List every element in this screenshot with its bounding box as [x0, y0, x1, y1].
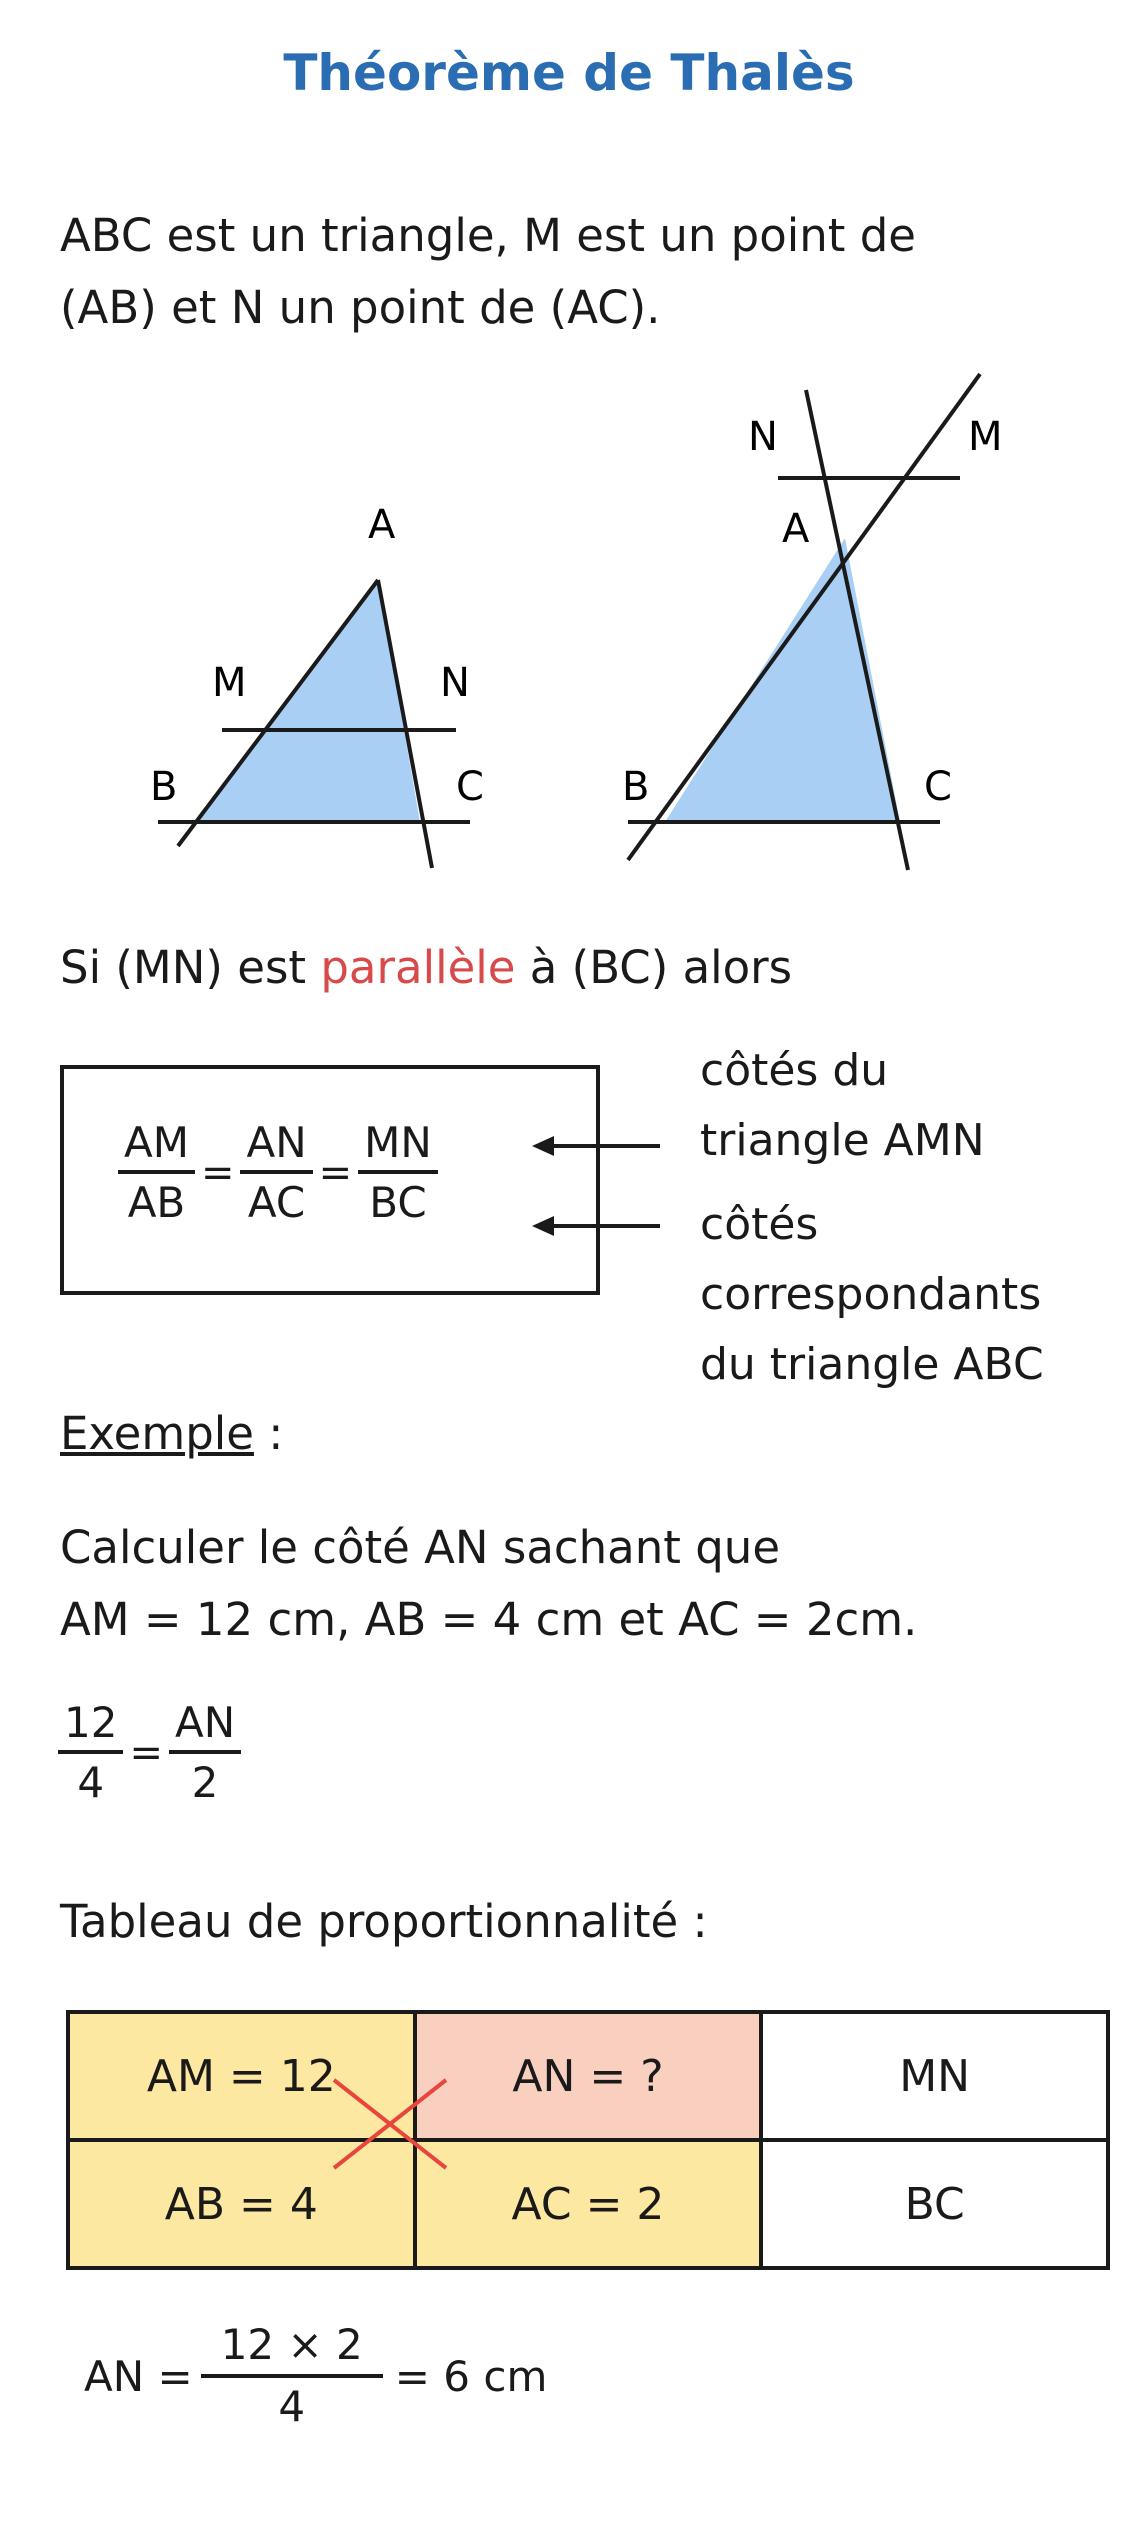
triangle-abc-fill-2 [665, 538, 900, 822]
table-cell: AM = 12 [68, 2012, 415, 2140]
label-a-1: A [368, 502, 396, 548]
arrow-left-icon [532, 1136, 554, 1156]
thales-figures [0, 360, 1138, 900]
annotation-bottom-line-2: correspondants [700, 1269, 1042, 1320]
fraction-denominator: 2 [191, 1758, 219, 1808]
condition-before: Si (MN) est [60, 941, 321, 994]
example-line-2: AM = 12 cm, AB = 4 cm et AC = 2cm. [60, 1593, 918, 1646]
result-rhs: = 6 cm [394, 2351, 548, 2401]
intro-line-2: (AB) et N un point de (AC). [60, 281, 661, 334]
table-cell: AN = ? [415, 2012, 762, 2140]
example-heading-colon: : [253, 1407, 284, 1460]
label-m-1: M [212, 660, 247, 706]
example-heading-label: Exemple [60, 1407, 254, 1460]
fraction-denominator: AC [247, 1178, 306, 1228]
equals-sign: = [129, 1730, 163, 1777]
fraction-numerator: AN [240, 1120, 312, 1174]
cross-product-icon [318, 2060, 458, 2190]
annotation-top [700, 1036, 985, 1176]
equals-sign: = [318, 1150, 353, 1197]
figure-crossed [622, 374, 1003, 870]
label-b-2: B [622, 764, 650, 810]
annotation-arrows [520, 1120, 670, 1250]
table-cell: BC [761, 2140, 1108, 2268]
annotation-top-line-1: côtés du [700, 1045, 889, 1096]
example-line-1: Calculer le côté AN sachant que [60, 1521, 780, 1574]
result-lhs: AN = [84, 2351, 193, 2401]
fraction-numerator: 12 [58, 1700, 123, 1754]
fraction-an-ac [240, 1120, 312, 1226]
intro-line-1: ABC est un triangle, M est un point de [60, 209, 916, 262]
fraction-denominator: 4 [77, 1758, 105, 1808]
table-cell: MN [761, 2012, 1108, 2140]
annotation-bottom-line-3: du triangle ABC [700, 1339, 1044, 1390]
table-label: Tableau de proportionnalité : [60, 1895, 708, 1948]
annotation-top-line-2: triangle AMN [700, 1115, 985, 1166]
fraction-am-ab [118, 1120, 195, 1226]
condition-after: à (BC) alors [515, 941, 793, 994]
label-c-1: C [456, 764, 484, 810]
fraction-denominator: 4 [278, 2382, 306, 2432]
equals-sign: = [200, 1150, 235, 1197]
annotation-bottom [700, 1190, 1044, 1400]
fraction-12-4 [58, 1700, 123, 1806]
ratio-equalities [118, 1120, 438, 1226]
example-equation [58, 1700, 241, 1806]
result-equation [84, 2322, 547, 2430]
fraction-mn-bc [358, 1120, 438, 1226]
table-cell: AC = 2 [415, 2140, 762, 2268]
fraction-denominator: AB [127, 1178, 186, 1228]
figure-standard [150, 502, 484, 868]
fraction-numerator: 12 × 2 [201, 2322, 383, 2378]
fraction-numerator: AN [169, 1700, 241, 1754]
label-n-1: N [440, 660, 470, 706]
table-cell: AB = 4 [68, 2140, 415, 2268]
page-title: Théorème de Thalès [283, 44, 855, 102]
label-c-2: C [924, 764, 952, 810]
table-row [68, 2140, 1108, 2268]
label-b-1: B [150, 764, 178, 810]
condition-highlight: parallèle [320, 941, 516, 994]
arrow-left-icon [532, 1216, 554, 1236]
label-n-2: N [748, 414, 778, 460]
example-heading [60, 1398, 283, 1470]
label-m-2: M [968, 414, 1003, 460]
label-a-2: A [782, 506, 810, 552]
fraction-an-2 [169, 1700, 241, 1806]
fraction-numerator: MN [358, 1120, 438, 1174]
fraction-denominator: BC [369, 1178, 427, 1228]
fraction-numerator: AM [118, 1120, 195, 1174]
condition-text [60, 932, 792, 1004]
annotation-bottom-line-1: côtés [700, 1199, 819, 1250]
result-fraction [201, 2322, 383, 2430]
proportionality-table [66, 2010, 1110, 2270]
table-row [68, 2012, 1108, 2140]
